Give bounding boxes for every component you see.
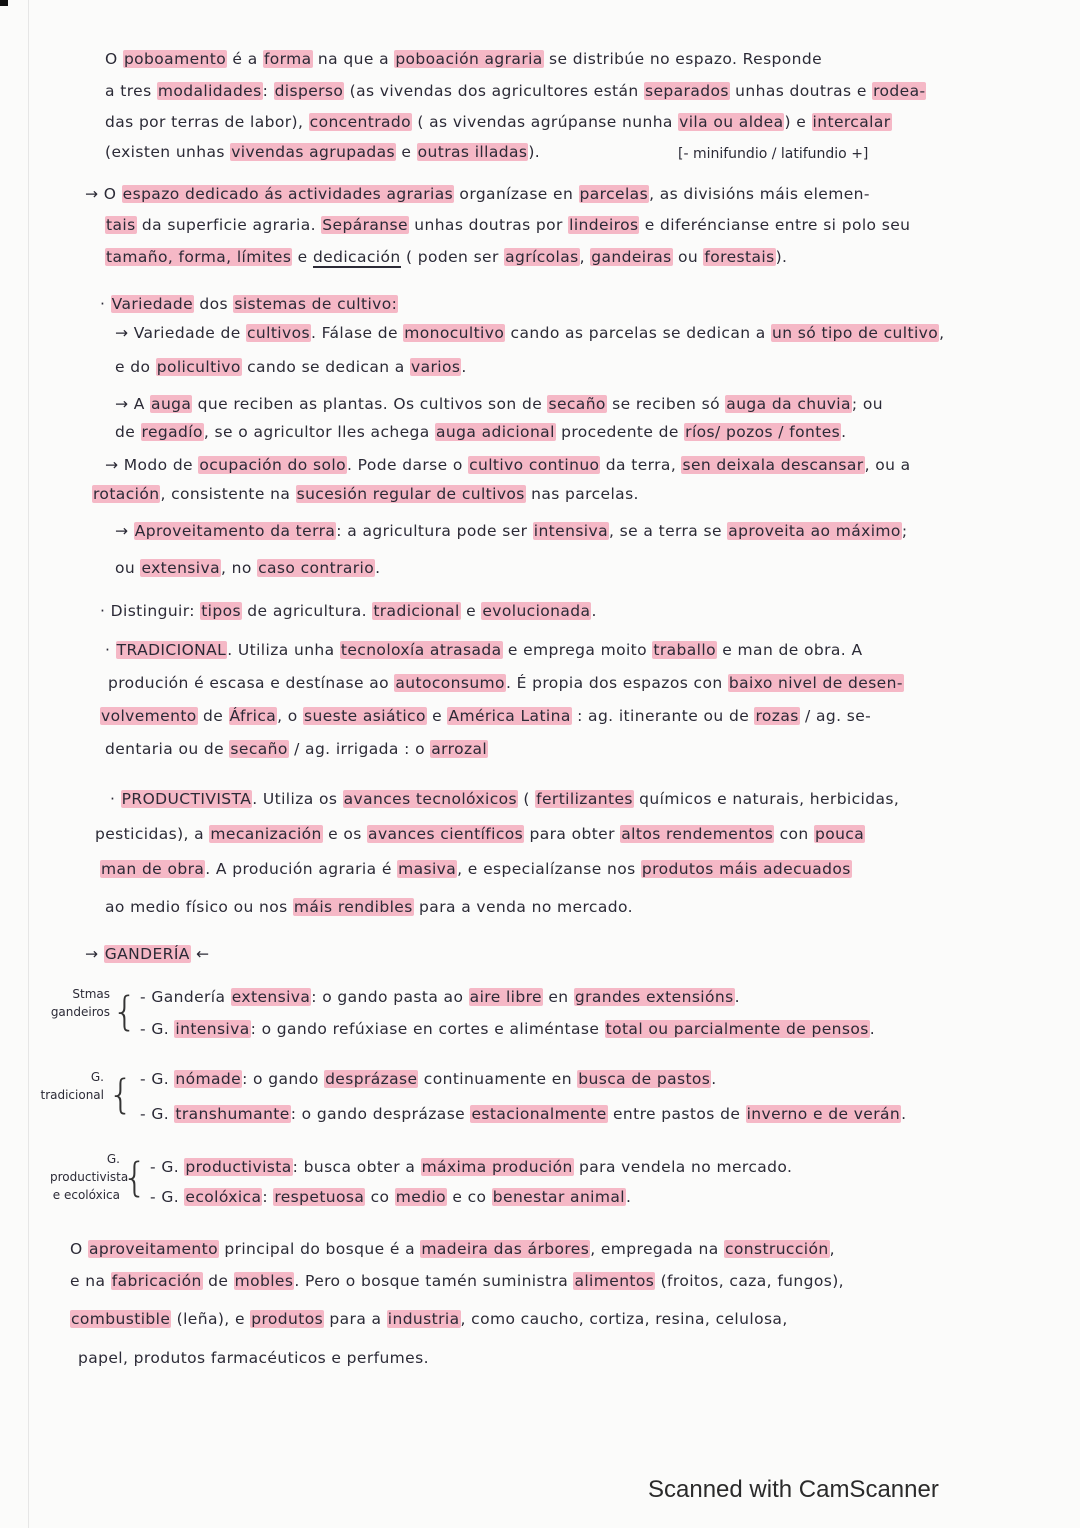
- text: é a: [227, 50, 263, 68]
- highlighted-text: cultivos: [246, 324, 310, 342]
- note-line: [140, 986, 740, 1008]
- highlighted-text: ocupación do solo: [199, 456, 346, 474]
- highlighted-text: volvemento: [101, 707, 197, 725]
- highlighted-text: Sepáranse: [322, 216, 408, 234]
- highlighted-text: sen deixala descansar: [682, 456, 864, 474]
- highlighted-text: pouca: [814, 825, 865, 843]
- text: organízase en: [454, 185, 579, 203]
- highlighted-text: industria: [387, 1310, 460, 1328]
- highlighted-text: medio: [395, 1188, 447, 1206]
- note-line: [105, 639, 862, 661]
- highlighted-text: combustible: [71, 1310, 171, 1328]
- highlighted-text: mecanización: [210, 825, 322, 843]
- note-line: [105, 246, 787, 268]
- text: . Pode darse o: [346, 456, 469, 474]
- highlighted-text: alimentos: [574, 1272, 655, 1290]
- text: ) e: [784, 113, 812, 131]
- highlighted-text: construcción: [724, 1240, 829, 1258]
- highlighted-text: intensiva: [533, 522, 608, 540]
- note-line: [115, 356, 467, 378]
- highlighted-text: aproveita ao máximo: [728, 522, 901, 540]
- text: químicos e naturais, herbicidas,: [633, 790, 900, 808]
- text: ·: [110, 790, 121, 808]
- highlighted-text: auga: [151, 395, 192, 413]
- highlighted-text: modalidades: [157, 82, 262, 100]
- highlighted-text: aire libre: [469, 988, 542, 1006]
- highlighted-text: concentrado: [309, 113, 412, 131]
- scanner-watermark: Scanned with CamScanner: [648, 1476, 939, 1503]
- highlighted-text: tradicional: [373, 602, 460, 620]
- highlighted-text: máis rendibles: [293, 898, 413, 916]
- highlighted-text: América Latina: [448, 707, 571, 725]
- text: → Variedade de: [115, 324, 246, 342]
- text: a tres: [105, 82, 157, 100]
- text: (leña), e: [171, 1310, 251, 1328]
- highlighted-text: tais: [106, 216, 136, 234]
- highlighted-text: transhumante: [175, 1105, 290, 1123]
- highlighted-text: rozas: [755, 707, 799, 725]
- note-line: [105, 48, 822, 70]
- text: ,: [579, 248, 591, 266]
- text: continuamente en: [418, 1070, 578, 1088]
- highlighted-text: altos rendementos: [621, 825, 774, 843]
- note-line: [100, 293, 398, 315]
- highlighted-text: autoconsumo: [395, 674, 505, 692]
- note-line: [150, 1186, 631, 1208]
- highlighted-text: evolucionada: [482, 602, 591, 620]
- highlighted-text: espazo dedicado ás actividades agrarias: [122, 185, 454, 203]
- text: , se o agricultor lles achega: [203, 423, 435, 441]
- text: → A: [115, 395, 151, 413]
- text: O: [70, 1240, 88, 1258]
- note-line: [115, 520, 907, 542]
- highlighted-text: sueste asiático: [304, 707, 426, 725]
- text: : o gando refúxiase en cortes e aliméntase: [250, 1020, 605, 1038]
- note-line: [140, 1018, 875, 1040]
- text: - G.: [150, 1158, 185, 1176]
- note-line: [100, 705, 871, 727]
- text: e man de obra. A: [716, 641, 863, 659]
- note-line: [85, 183, 870, 205]
- highlighted-text: TRADICIONAL: [116, 641, 227, 659]
- highlighted-text: auga da chuvia: [726, 395, 851, 413]
- highlighted-text: baixo nivel de desen-: [728, 674, 903, 692]
- text: de: [197, 707, 229, 725]
- highlighted-text: estacionalmente: [471, 1105, 607, 1123]
- highlighted-text: man de obra: [101, 860, 205, 878]
- highlighted-text: produtos: [251, 1310, 324, 1328]
- text: →: [115, 522, 134, 540]
- highlighted-text: nómade: [175, 1070, 242, 1088]
- highlighted-text: intensiva: [175, 1020, 250, 1038]
- highlighted-text: ecolóxica: [185, 1188, 262, 1206]
- text: e na: [70, 1272, 111, 1290]
- highlighted-text: GANDERÍA: [104, 945, 190, 963]
- highlighted-text: avances científicos: [368, 825, 524, 843]
- text: ,: [829, 1240, 835, 1258]
- text: O: [105, 50, 123, 68]
- highlighted-text: poboación agraria: [395, 50, 543, 68]
- text: se distribúe no espazo. Responde: [543, 50, 823, 68]
- note-line: [105, 738, 488, 760]
- text: :: [262, 1188, 274, 1206]
- text: ( as vivendas agrúpanse nunha: [412, 113, 679, 131]
- highlighted-text: máxima produción: [421, 1158, 573, 1176]
- highlighted-text: un só tipo de cultivo: [772, 324, 939, 342]
- text: , e especialízanse nos: [457, 860, 641, 878]
- highlighted-text: benestar animal: [492, 1188, 625, 1206]
- highlighted-text: disperso: [274, 82, 344, 100]
- highlighted-text: intercalar: [812, 113, 891, 131]
- underlined-text: dedicación: [312, 248, 401, 266]
- highlighted-text: Aproveitamento da terra: [134, 522, 336, 540]
- note-line: [150, 1156, 792, 1178]
- text: → Modo de: [105, 456, 199, 474]
- text: da superficie agraria.: [136, 216, 322, 234]
- highlighted-text: extensiva: [231, 988, 311, 1006]
- text: ·: [100, 295, 111, 313]
- text: ; ou: [851, 395, 883, 413]
- text: para vendela no mercado.: [573, 1158, 793, 1176]
- highlighted-text: produtos máis adecuados: [641, 860, 851, 878]
- text: principal do bosque é a: [219, 1240, 421, 1258]
- highlighted-text: traballo: [653, 641, 716, 659]
- text: / ag. se-: [799, 707, 872, 725]
- text: , as divisións máis elemen-: [649, 185, 870, 203]
- note-line: [78, 1347, 429, 1369]
- text: e diferéncianse entre si polo seu: [639, 216, 911, 234]
- highlighted-text: parcelas: [579, 185, 649, 203]
- text: - G.: [140, 1070, 175, 1088]
- note-line: [100, 858, 852, 880]
- note-line: [105, 896, 633, 918]
- text: .: [711, 1070, 717, 1088]
- text: dentaria ou de: [105, 740, 230, 758]
- highlighted-text: auga adicional: [436, 423, 555, 441]
- scan-corner-mark: [0, 0, 8, 6]
- text: . É propia dos espazos con: [505, 674, 728, 692]
- text: se reciben só: [606, 395, 726, 413]
- text: , no: [220, 559, 258, 577]
- highlighted-text: madeira das árbores: [421, 1240, 590, 1258]
- note-line: [70, 1308, 788, 1330]
- text: procedente de: [555, 423, 685, 441]
- highlighted-text: grandes extensións: [574, 988, 734, 1006]
- text: entre pastos de: [607, 1105, 746, 1123]
- text: , como caucho, cortiza, resina, celulosa,: [460, 1310, 788, 1328]
- text: ←: [190, 945, 210, 963]
- highlighted-text: tipos: [201, 602, 241, 620]
- note-line: [140, 1068, 717, 1090]
- highlighted-text: forestais: [704, 248, 775, 266]
- text: na que a: [312, 50, 395, 68]
- highlighted-text: rotación: [93, 485, 160, 503]
- text: . Utiliza os: [252, 790, 343, 808]
- text: . Fálase de: [310, 324, 404, 342]
- text: en: [543, 988, 574, 1006]
- text: para a: [324, 1310, 387, 1328]
- note-line: [105, 80, 926, 102]
- note-line: [115, 393, 883, 415]
- highlighted-text: separados: [645, 82, 729, 100]
- text: .: [375, 559, 381, 577]
- highlighted-text: total ou parcialmente de pensos: [605, 1020, 869, 1038]
- text: .: [901, 1105, 907, 1123]
- text: ).: [528, 143, 541, 161]
- text: produción é escasa e destínase ao: [108, 674, 395, 692]
- highlighted-text: masiva: [398, 860, 457, 878]
- text: de: [115, 423, 141, 441]
- text: . A produción agraria é: [205, 860, 398, 878]
- highlighted-text: busca de pastos: [578, 1070, 711, 1088]
- highlighted-text: vivendas agrupadas: [231, 143, 396, 161]
- text: · Distinguir:: [100, 602, 201, 620]
- text: pesticidas), a: [95, 825, 210, 843]
- highlighted-text: respetuosa: [274, 1188, 365, 1206]
- highlighted-text: gandeiras: [591, 248, 672, 266]
- highlighted-text: vila ou aldea: [679, 113, 784, 131]
- brace-icon: {: [108, 1072, 134, 1118]
- text: , o: [277, 707, 304, 725]
- text: : o gando desprázase: [290, 1105, 471, 1123]
- text: : a agricultura pode ser: [336, 522, 533, 540]
- text: de agricultura.: [241, 602, 373, 620]
- text: ou: [672, 248, 704, 266]
- highlighted-text: avances tecnolóxicos: [343, 790, 518, 808]
- text: .: [734, 988, 740, 1006]
- text: e co: [447, 1188, 492, 1206]
- highlighted-text: extensiva: [141, 559, 220, 577]
- highlighted-text: cultivo continuo: [469, 456, 600, 474]
- text: (as vivendas dos agricultores están: [344, 82, 644, 100]
- text: - Gandería: [140, 988, 231, 1006]
- text: .: [841, 423, 847, 441]
- highlighted-text: tamaño, forma, límites: [106, 248, 292, 266]
- side-note-minifundio: [- minifundio / latifundio +]: [678, 146, 869, 162]
- note-line: [105, 141, 540, 163]
- text: : o gando pasta ao: [311, 988, 469, 1006]
- text: , consistente na: [160, 485, 296, 503]
- text: papel, produtos farmacéuticos e perfumes.: [78, 1349, 429, 1367]
- text: - G.: [140, 1105, 175, 1123]
- text: e: [396, 143, 417, 161]
- text: , se a terra se: [608, 522, 728, 540]
- highlighted-text: secaño: [230, 740, 288, 758]
- text: ou: [115, 559, 141, 577]
- highlighted-text: sucesión regular de cultivos: [296, 485, 525, 503]
- highlighted-text: África: [229, 707, 277, 725]
- text: para a venda no mercado.: [413, 898, 633, 916]
- text: e: [292, 248, 313, 266]
- text: unhas doutras e: [729, 82, 873, 100]
- note-line: [105, 214, 910, 236]
- note-line: [140, 1103, 906, 1125]
- text: (existen unhas: [105, 143, 231, 161]
- text: e do: [115, 358, 156, 376]
- text: nas parcelas.: [525, 485, 639, 503]
- highlighted-text: arrozal: [431, 740, 488, 758]
- text: ( poden ser: [400, 248, 505, 266]
- text: cando se dedican a: [241, 358, 411, 376]
- text: dos: [194, 295, 234, 313]
- highlighted-text: tecnoloxía atrasada: [340, 641, 502, 659]
- note-line: [105, 111, 892, 133]
- highlighted-text: PRODUCTIVISTA: [121, 790, 252, 808]
- highlighted-text: agrícolas: [505, 248, 579, 266]
- note-line: [100, 600, 597, 622]
- text: - G.: [140, 1020, 175, 1038]
- note-line: [70, 1270, 844, 1292]
- note-line: [105, 454, 911, 476]
- note-line: [108, 672, 904, 694]
- highlighted-text: aproveitamento: [88, 1240, 219, 1258]
- text: , empregada na: [590, 1240, 724, 1258]
- note-line: [70, 1238, 835, 1260]
- text: (froitos, caza, fungos),: [655, 1272, 844, 1290]
- highlighted-text: sistemas de cultivo:: [234, 295, 398, 313]
- highlighted-text: monocultivo: [404, 324, 505, 342]
- highlighted-text: forma: [263, 50, 312, 68]
- text: con: [774, 825, 814, 843]
- text: ,: [939, 324, 945, 342]
- text: e emprega moito: [502, 641, 653, 659]
- brace-icon: {: [122, 1155, 148, 1201]
- text: cando as parcelas se dedican a: [505, 324, 772, 342]
- highlighted-text: mobles: [234, 1272, 294, 1290]
- note-line: [115, 421, 846, 443]
- highlighted-text: ríos/ pozos / fontes: [685, 423, 841, 441]
- text: para obter: [524, 825, 621, 843]
- text: . Utiliza unha: [227, 641, 340, 659]
- text: .: [461, 358, 467, 376]
- text: e os: [322, 825, 368, 843]
- text: - G.: [150, 1188, 185, 1206]
- highlighted-text: inverno e de verán: [746, 1105, 901, 1123]
- text: da terra,: [600, 456, 682, 474]
- text: (: [518, 790, 536, 808]
- text: unhas doutras por: [408, 216, 569, 234]
- text: co: [365, 1188, 395, 1206]
- note-line: [110, 788, 899, 810]
- highlighted-text: Variedade: [111, 295, 194, 313]
- text: que reciben as plantas. Os cultivos son de: [192, 395, 548, 413]
- highlighted-text: lindeiros: [569, 216, 639, 234]
- page-edge: [28, 0, 29, 1528]
- text: →: [85, 945, 104, 963]
- highlighted-text: desprázase: [325, 1070, 418, 1088]
- group-label-tradicional: G. tradicional: [40, 1070, 104, 1102]
- text: . Pero o bosque tamén suministra: [294, 1272, 574, 1290]
- text: .: [591, 602, 597, 620]
- text: ao medio físico ou nos: [105, 898, 293, 916]
- text: e: [460, 602, 482, 620]
- highlighted-text: secaño: [548, 395, 606, 413]
- note-line: [95, 823, 865, 845]
- highlighted-text: poboamento: [123, 50, 227, 68]
- text: / ag. irrigada : o: [288, 740, 431, 758]
- highlighted-text: varios: [411, 358, 461, 376]
- note-line: [92, 483, 639, 505]
- text: , ou a: [864, 456, 911, 474]
- highlighted-text: fertilizantes: [536, 790, 633, 808]
- text: ·: [105, 641, 116, 659]
- text: → O: [85, 185, 122, 203]
- brace-icon: {: [112, 989, 138, 1035]
- note-line: [85, 943, 210, 965]
- text: ;: [901, 522, 908, 540]
- highlighted-text: regadío: [141, 423, 203, 441]
- highlighted-text: rodea-: [873, 82, 926, 100]
- text: : o gando: [242, 1070, 325, 1088]
- text: e: [426, 707, 448, 725]
- highlighted-text: outras illadas: [417, 143, 528, 161]
- text: de: [202, 1272, 234, 1290]
- text: das por terras de labor),: [105, 113, 309, 131]
- text: : ag. itinerante ou de: [571, 707, 755, 725]
- text: :: [262, 82, 274, 100]
- text: : busca obter a: [292, 1158, 421, 1176]
- highlighted-text: caso contrario: [258, 559, 375, 577]
- highlighted-text: fabricación: [111, 1272, 202, 1290]
- text: .: [869, 1020, 876, 1038]
- highlighted-text: policultivo: [156, 358, 241, 376]
- text: ).: [775, 248, 788, 266]
- group-label-sistemas: Stmas gandeiros: [50, 987, 110, 1019]
- group-label-productivista: G. productivista e ecolóxica: [50, 1152, 129, 1202]
- highlighted-text: productivista: [185, 1158, 292, 1176]
- text: .: [625, 1188, 632, 1206]
- note-line: [115, 557, 380, 579]
- note-line: [115, 322, 944, 344]
